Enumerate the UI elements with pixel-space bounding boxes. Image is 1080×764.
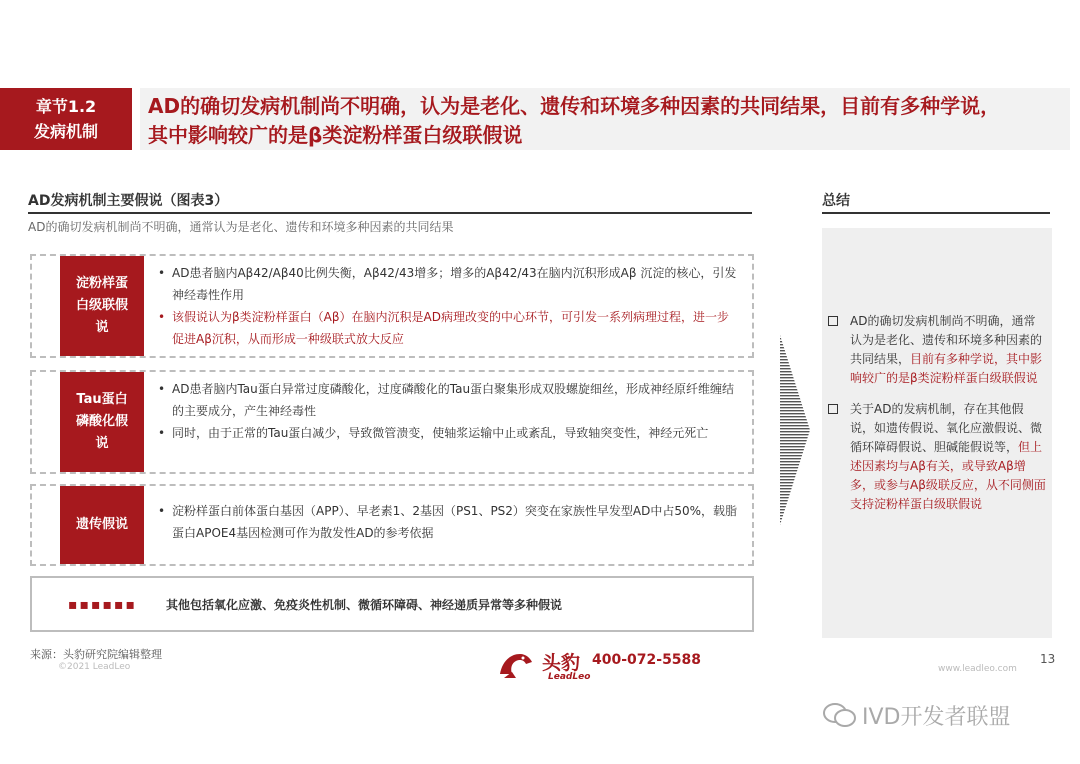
other-hypotheses-text: 其他包括氧化应激、免疫炎性机制、微循环障碍、神经递质异常等多种假说 bbox=[166, 598, 563, 612]
hypothesis-card-amyloid bbox=[30, 254, 754, 358]
phone-number: 400-072-5588 bbox=[592, 652, 702, 668]
hypothesis-label: 淀粉样蛋白级联假说 bbox=[60, 256, 144, 356]
bullet-item-highlight: • 该假说认为β类淀粉样蛋白（Aβ）在脑内沉积是AD病理改变的中心环节，可引发一系列病理过程，进一步促进Aβ沉积，从而形成一种级联式放大反应 bbox=[158, 306, 738, 350]
headline-line-2: 其中影响较广的是β类淀粉样蛋白级联假说 bbox=[148, 123, 523, 147]
summary-divider bbox=[822, 212, 1050, 214]
source-note: 来源：头豹研究院编辑整理 bbox=[30, 648, 162, 661]
watermark-text: IVD开发者联盟 bbox=[862, 705, 1011, 730]
chevron-right-icon bbox=[778, 335, 814, 525]
wechat-icon bbox=[822, 702, 858, 728]
checkbox-icon bbox=[828, 404, 838, 414]
hypothesis-card-genetic bbox=[30, 484, 754, 566]
bullet-item: • AD患者脑内Aβ42/Aβ40比例失衡，Aβ42/43增多；增多的Aβ42/43在脑内沉积形成Aβ 沉淀的核心，引发神经毒性作用 bbox=[158, 262, 738, 306]
section-subtitle: AD的确切发病机制尚不明确，通常认为是老化、遗传和环境多种因素的共同结果 bbox=[28, 220, 454, 234]
summary-title: 总结 bbox=[822, 193, 850, 209]
section-title: AD发病机制主要假说（图表3） bbox=[28, 193, 229, 209]
leopard-logo-icon bbox=[496, 644, 536, 684]
hypothesis-bullets bbox=[158, 378, 738, 444]
copyright: ©2021 LeadLeo bbox=[58, 662, 131, 672]
summary-item: 关于AD的发病机制，存在其他假说，如遗传假说、氧化应激假说、微循环障碍假说、胆碱能假说等，但上述因素均与Aβ有关，或导致Aβ增多，或参与Aβ级联反应，从不同侧面支持淀粉样蛋白级联假说 bbox=[828, 400, 1046, 514]
bullet-item: • 同时，由于正常的Tau蛋白减少，导致微管溃变，使轴浆运输中止或紊乱，导致轴突变性，神经元死亡 bbox=[158, 422, 738, 444]
page-number: 13 bbox=[1040, 652, 1056, 666]
hypothesis-label: 遗传假说 bbox=[60, 486, 144, 564]
bullet-item: • 淀粉样蛋白前体蛋白基因（APP）、早老素1、2基因（PS1、PS2）突变在家族性早发型AD中占50%，载脂蛋白APOE4基因检测可作为散发性AD的参考依据 bbox=[158, 500, 738, 544]
bullet-item: • AD患者脑内Tau蛋白异常过度磷酸化，过度磷酸化的Tau蛋白聚集形成双股螺旋细丝，形成神经原纤维缠结的主要成分，产生神经毒性 bbox=[158, 378, 738, 422]
headline-line-1: AD的确切发病机制尚不明确，认为是老化、遗传和环境多种因素的共同结果，目前有多种学说， bbox=[148, 94, 1001, 118]
other-hypotheses-card bbox=[30, 576, 754, 632]
hypothesis-bullets bbox=[158, 500, 738, 544]
summary-list bbox=[828, 312, 1046, 526]
summary-item: AD的确切发病机制尚不明确，通常认为是老化、遗传和环境多种因素的共同结果，目前有多种学说，其中影响较广的是β类淀粉样蛋白级联假说 bbox=[828, 312, 1046, 388]
section-divider bbox=[28, 212, 752, 214]
chapter-label: 章节1.2 bbox=[35, 97, 97, 116]
logo-text-cn: 头豹 bbox=[542, 652, 581, 674]
chapter-badge bbox=[0, 88, 132, 150]
hypothesis-bullets bbox=[158, 262, 738, 350]
checkbox-icon bbox=[828, 316, 838, 326]
website: www.leadleo.com bbox=[938, 664, 1017, 674]
dots-icon: ▪▪▪▪▪▪ bbox=[68, 597, 137, 613]
summary-panel bbox=[822, 228, 1052, 638]
page-headline bbox=[140, 88, 1070, 150]
chapter-title: 发病机制 bbox=[33, 122, 98, 141]
hypothesis-card-tau bbox=[30, 370, 754, 474]
hypothesis-label: Tau蛋白磷酸化假说 bbox=[60, 372, 144, 472]
logo-text-en: LeadLeo bbox=[548, 672, 591, 682]
